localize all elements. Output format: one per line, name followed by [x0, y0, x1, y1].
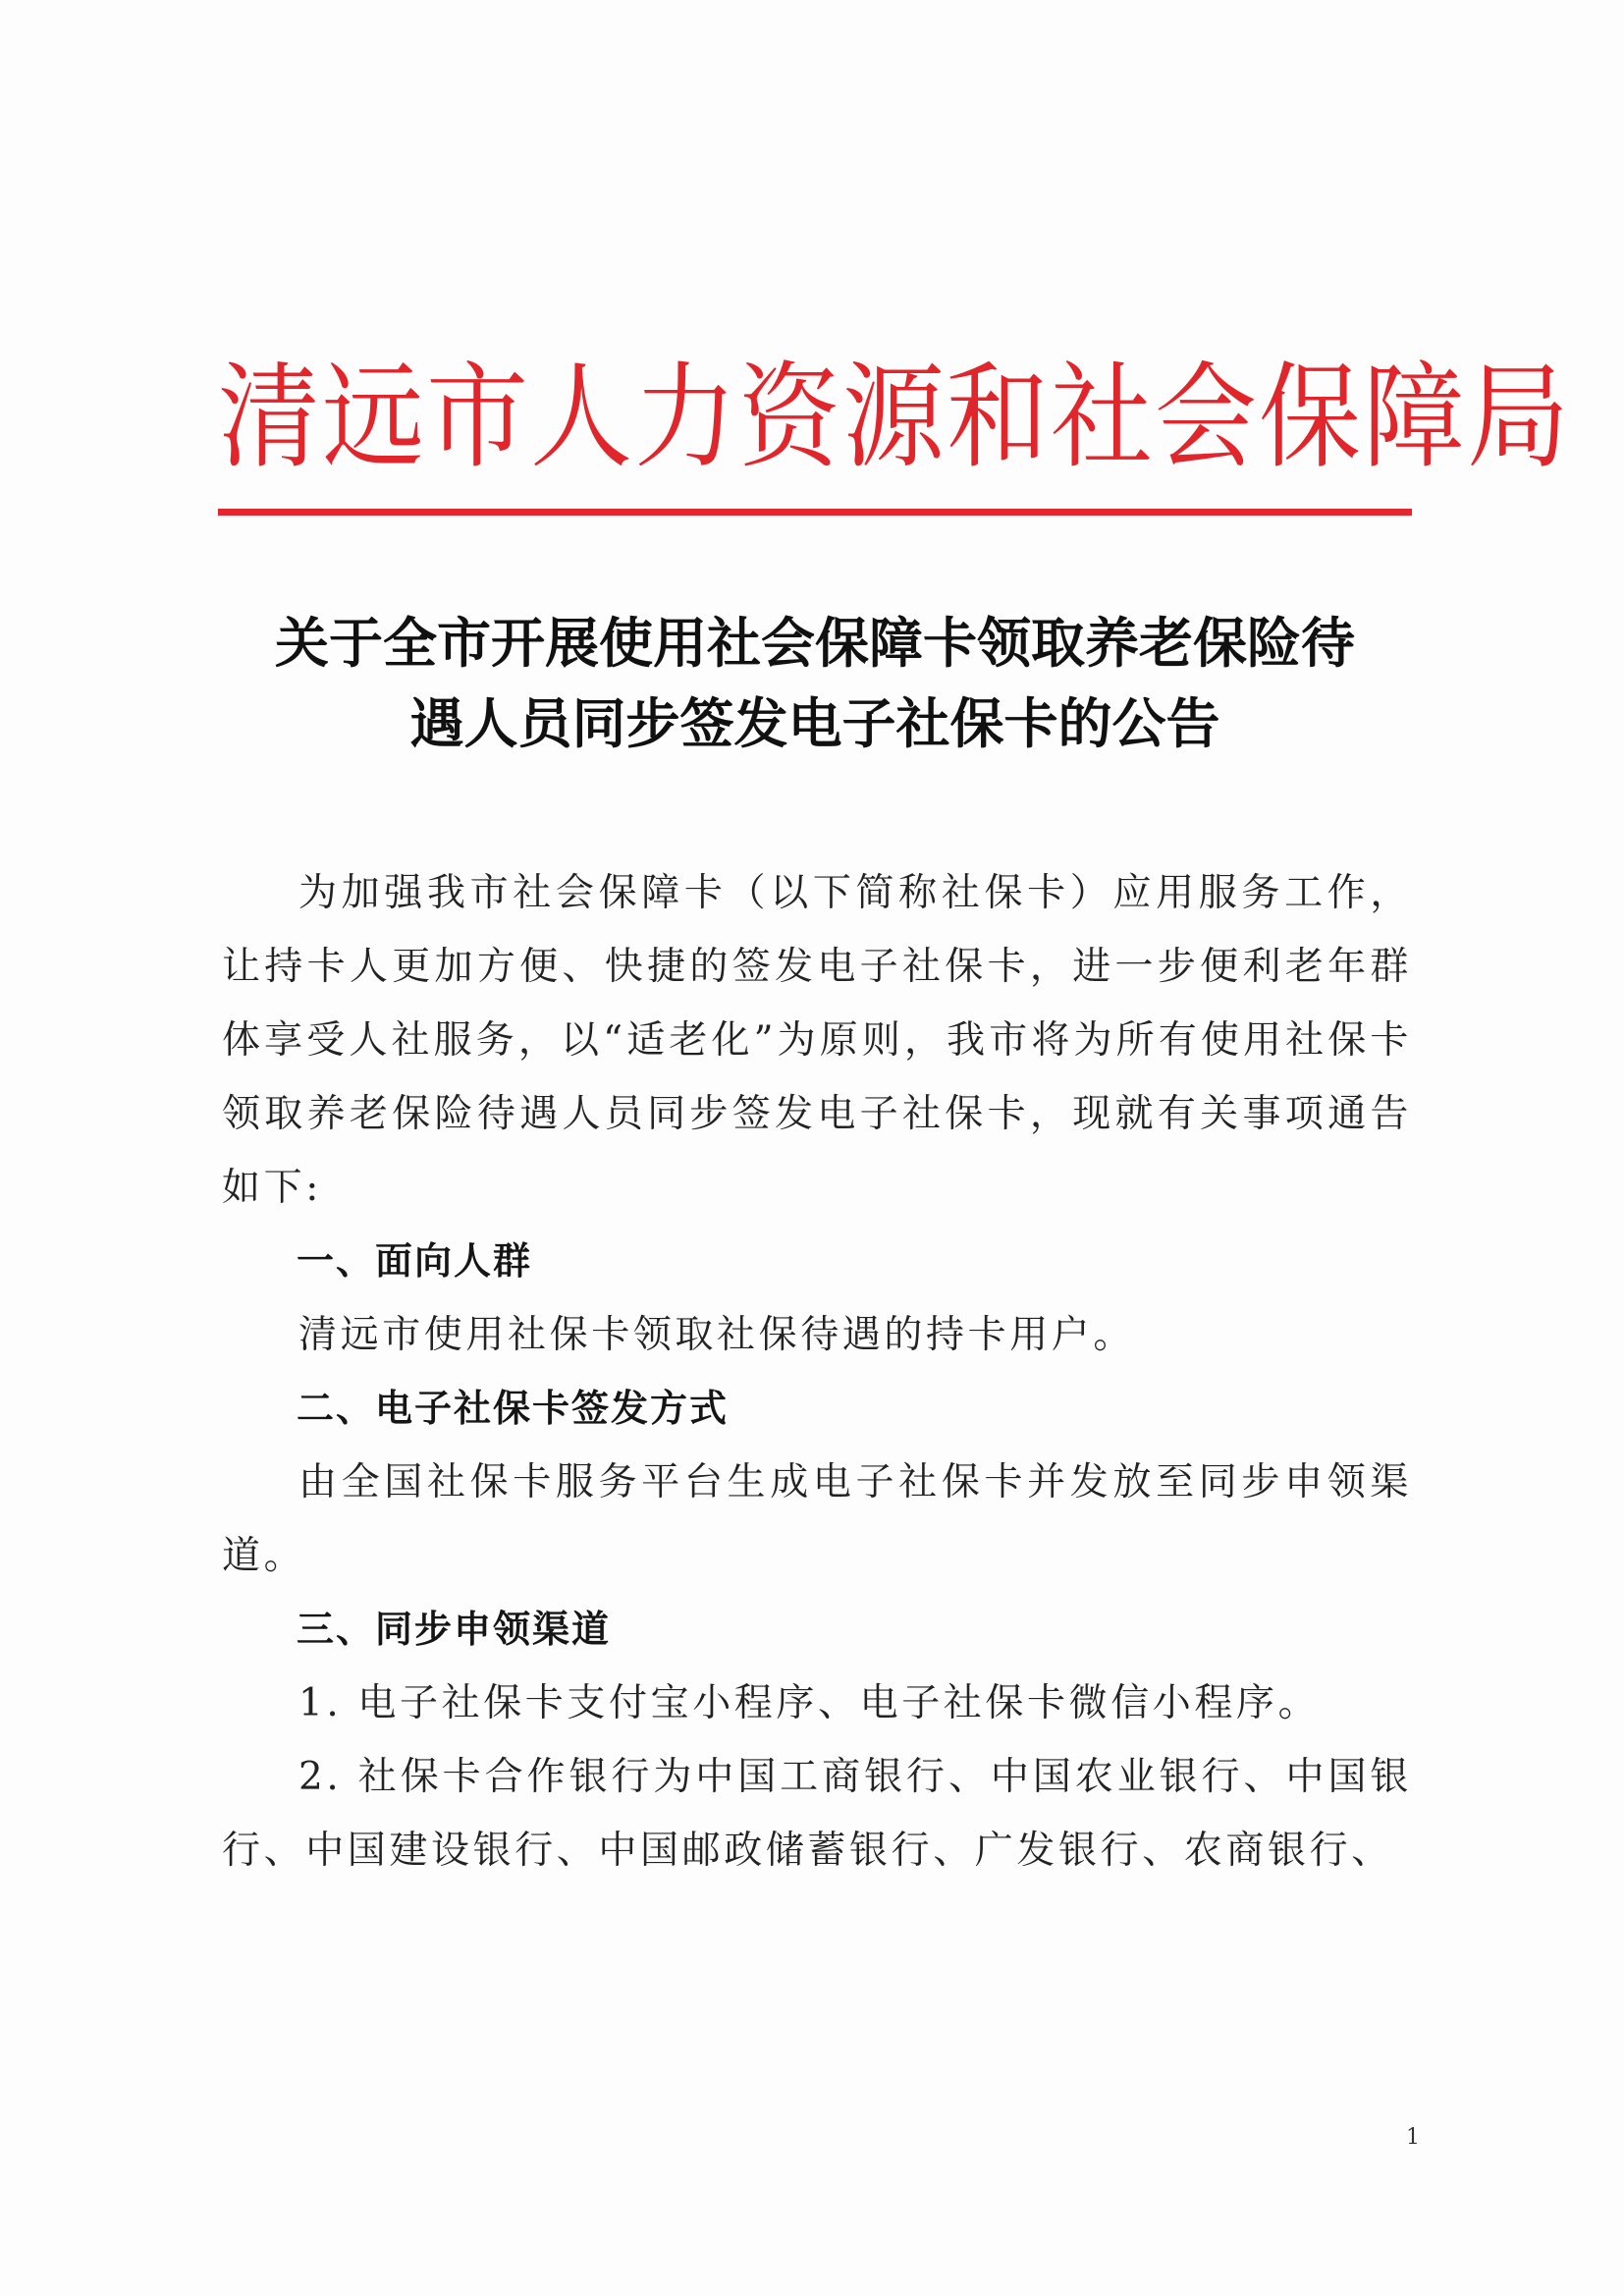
section-1-paragraph: 清远市使用社保卡领取社保待遇的持卡用户。 — [298, 1313, 1136, 1357]
intro-paragraph: 为加强我市社会保障卡（以下简称社保卡）应用服务工作，让持卡人更加方便、快捷的签发电子社保卡，进一步便利老年群体享受人社服务，以“适老化”为原则，我市将为所有使用社保卡领取养老保险待遇人员同步签发电子社保卡，现就有关事项通告如下: — [222, 871, 1412, 1210]
section-heading-3: 三、同步申领渠道 — [297, 1608, 612, 1651]
section-2-paragraph: 由全国社保卡服务平台生成电子社保卡并发放至同步申领渠道。 — [222, 1460, 1412, 1578]
section-heading-2: 二、电子社保卡签发方式 — [297, 1387, 730, 1430]
page-number: 1 — [1406, 2125, 1420, 2150]
section-3-paragraph-2: 2. 社保卡合作银行为中国工商银行、中国农业银行、中国银行、中国建设银行、中国邮政储蓄银行、广发银行、农商银行、 — [222, 1755, 1412, 1873]
document-title-line-2: 遇人员同步签发电子社保卡的公告 — [409, 691, 1220, 755]
document-title-line-1: 关于全市开展使用社会保障卡领取养老保险待 — [274, 611, 1355, 675]
issuer-letterhead: 清远市人力资源和社会保障局 — [218, 350, 1572, 485]
section-heading-1: 一、面向人群 — [297, 1239, 533, 1283]
section-3-paragraph-1: 1. 电子社保卡支付宝小程序、电子社保卡微信小程序。 — [298, 1681, 1321, 1725]
document-title — [218, 603, 1412, 764]
letterhead-red-rule — [218, 509, 1412, 516]
document-body — [222, 856, 1412, 1887]
